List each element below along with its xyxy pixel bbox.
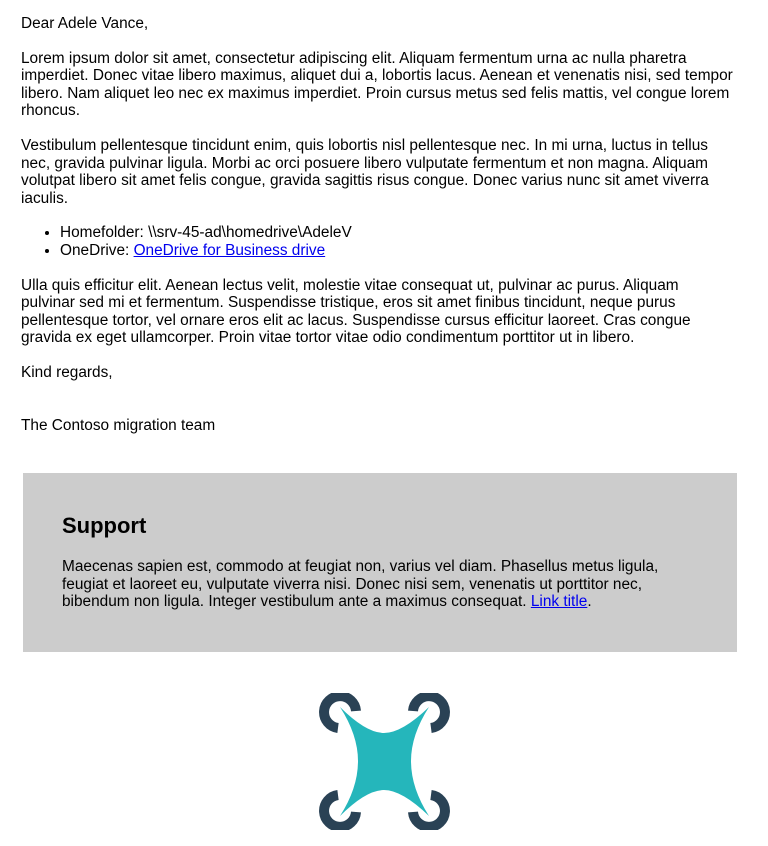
logo-center-star bbox=[340, 707, 429, 816]
paragraph-3: Ulla quis efficitur elit. Aenean lectus velit, molestie vitae consequat ut, pulvinar ac purus. Aliquam pulvinar sed mi et fermentum. Suspendisse tristique, eros sit amet finibus tincidunt, neque purus pellentesque tortor, vel ornare eros elit ac lacus. Suspendisse cursus efficitur laoreet. Cras congue gravida ex eget ullamcorper. Proin vitae tortor vitae odio condimentum porttitor ut in libero. bbox=[21, 276, 691, 347]
closing: Kind regards, bbox=[21, 363, 113, 381]
support-text bbox=[62, 558, 682, 611]
onedrive-label: OneDrive: bbox=[60, 241, 134, 259]
support-heading: Support bbox=[62, 513, 147, 538]
support-body: Maecenas sapien est, commodo at feugiat non, varius vel diam. Phasellus metus ligula, feugiat et laoreet eu, vulputate viverra nisi. Donec nisi sem, venenatis ut porttitor nec, bibendum non ligula. Integer vestibulum ante a maximus consequat. bbox=[62, 558, 659, 611]
email-content bbox=[21, 15, 736, 451]
support-trailing: . bbox=[587, 593, 592, 611]
onedrive-link[interactable]: OneDrive for Business drive bbox=[133, 241, 326, 259]
homefolder-path: \\srv-45-ad\homedrive\AdeleV bbox=[148, 224, 352, 242]
support-panel bbox=[23, 473, 737, 652]
list-item-onedrive bbox=[60, 242, 736, 260]
greeting: Dear Adele Vance, bbox=[21, 15, 149, 32]
list-item-homefolder bbox=[60, 224, 736, 242]
drone-logo-icon bbox=[318, 693, 451, 830]
resource-list bbox=[21, 224, 736, 259]
homefolder-label: Homefolder: bbox=[60, 224, 149, 242]
paragraph-1: Lorem ipsum dolor sit amet, consectetur adipiscing elit. Aliquam fermentum urna ac nulla pharetra imperdiet. Donec vitae libero maximus, aliquet dui a, lobortis lacus. Aenean et venenatis nisi, sed tempor libero. Nam aliquet leo nec ex maximus imperdiet. Proin cursus metus sed felis mattis, vel congue lorem rhoncus. bbox=[21, 49, 733, 120]
support-content bbox=[62, 511, 682, 611]
signature: The Contoso migration team bbox=[21, 416, 216, 434]
paragraph-2: Vestibulum pellentesque tincidunt enim, quis lobortis nisl pellentesque nec. In mi urna, luctus in tellus nec, gravida pulvinar ligula. Morbi ac orci posuere libero vulputate fermentum et non magna. Aliquam volutpat libero sit amet felis congue, gravida sagittis risus congue. Donec varius nunc sit amet viverra iaculis. bbox=[21, 136, 709, 207]
support-link[interactable]: Link title bbox=[530, 593, 588, 611]
